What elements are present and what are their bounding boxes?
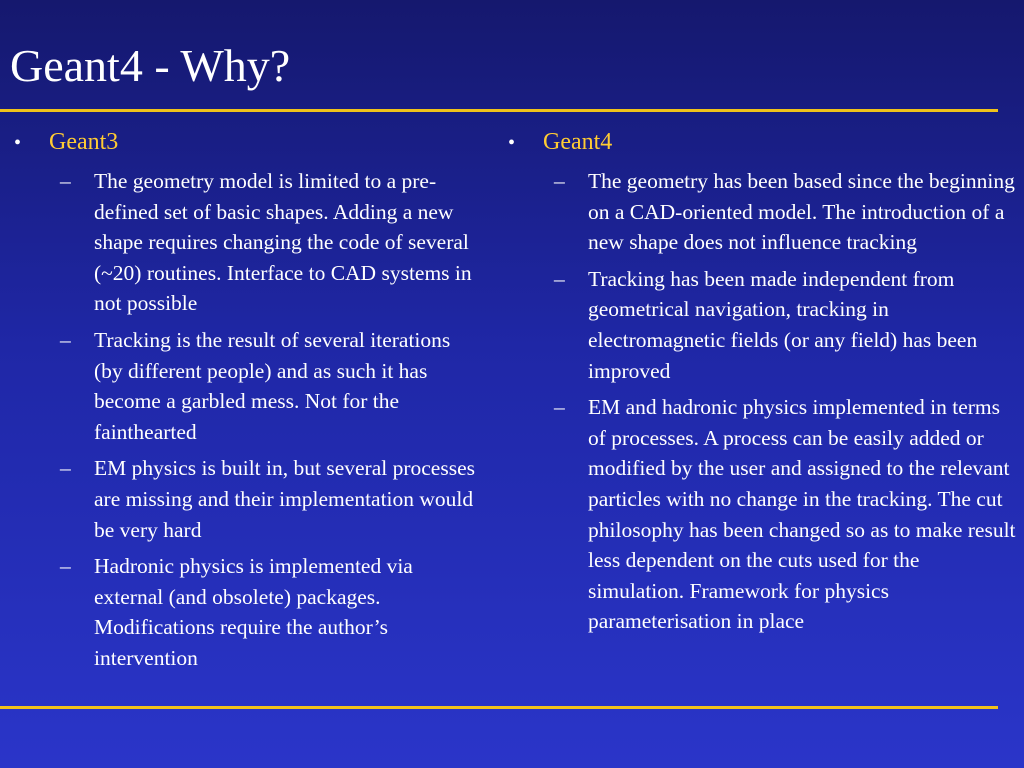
list-item: [508, 392, 1016, 637]
list-item-text: EM and hadronic physics implemented in terms of processes. A process can be easily added or modified by the user and assigned to the relevant particles with no change in the tracking. The cut philosophy has been changed so as to make result less dependent on the cuts used for the simulation. Framework for physics parameterisation in place: [588, 395, 1016, 634]
dash-icon: –: [60, 456, 71, 481]
bullet-icon: •: [508, 132, 516, 154]
list-item: [14, 325, 480, 447]
list-item-text: The geometry has been based since the beginning on a CAD-oriented model. The introduction of a new shape does not influence tracking: [588, 169, 1015, 255]
list-item: [508, 264, 1016, 386]
dash-icon: –: [554, 266, 565, 291]
bullet-icon: •: [14, 132, 22, 154]
list-item-text: Hadronic physics is implemented via external (and obsolete) packages. Modifications require the author’s intervention: [94, 554, 413, 670]
list-item-text: The geometry model is limited to a pre-defined set of basic shapes. Adding a new shape requires changing the code of several (~20) routines. Interface to CAD systems in not possible: [94, 169, 472, 316]
list-item: [508, 166, 1016, 258]
geant3-points: [14, 166, 480, 674]
geant4-heading: [508, 127, 1016, 158]
list-item: [14, 453, 480, 545]
geant3-heading-text: Geant3: [49, 129, 119, 155]
dash-icon: –: [60, 169, 71, 193]
geant4-heading-text: Geant4: [543, 129, 613, 155]
dash-icon: –: [60, 327, 71, 352]
list-item-text: Tracking has been made independent from geometrical navigation, tracking in electromagnetic fields (or any field) has been improved: [588, 266, 978, 383]
right-column: [508, 127, 1016, 643]
left-column: [14, 127, 480, 680]
list-item: [14, 166, 480, 319]
top-divider: [0, 109, 998, 112]
geant4-points: [508, 166, 1016, 637]
list-item-text: EM physics is built in, but several processes are missing and their implementation would be very hard: [94, 456, 475, 542]
dash-icon: –: [554, 395, 565, 420]
list-item: [14, 551, 480, 673]
slide-title: Geant4 - Why?: [10, 40, 291, 91]
bottom-divider: [0, 706, 998, 709]
list-item-text: Tracking is the result of several iterations (by different people) and as such it has become a garbled mess. Not for the fainthearted: [94, 327, 451, 444]
geant3-heading: [14, 127, 480, 158]
dash-icon: –: [60, 554, 71, 579]
dash-icon: –: [554, 169, 565, 193]
